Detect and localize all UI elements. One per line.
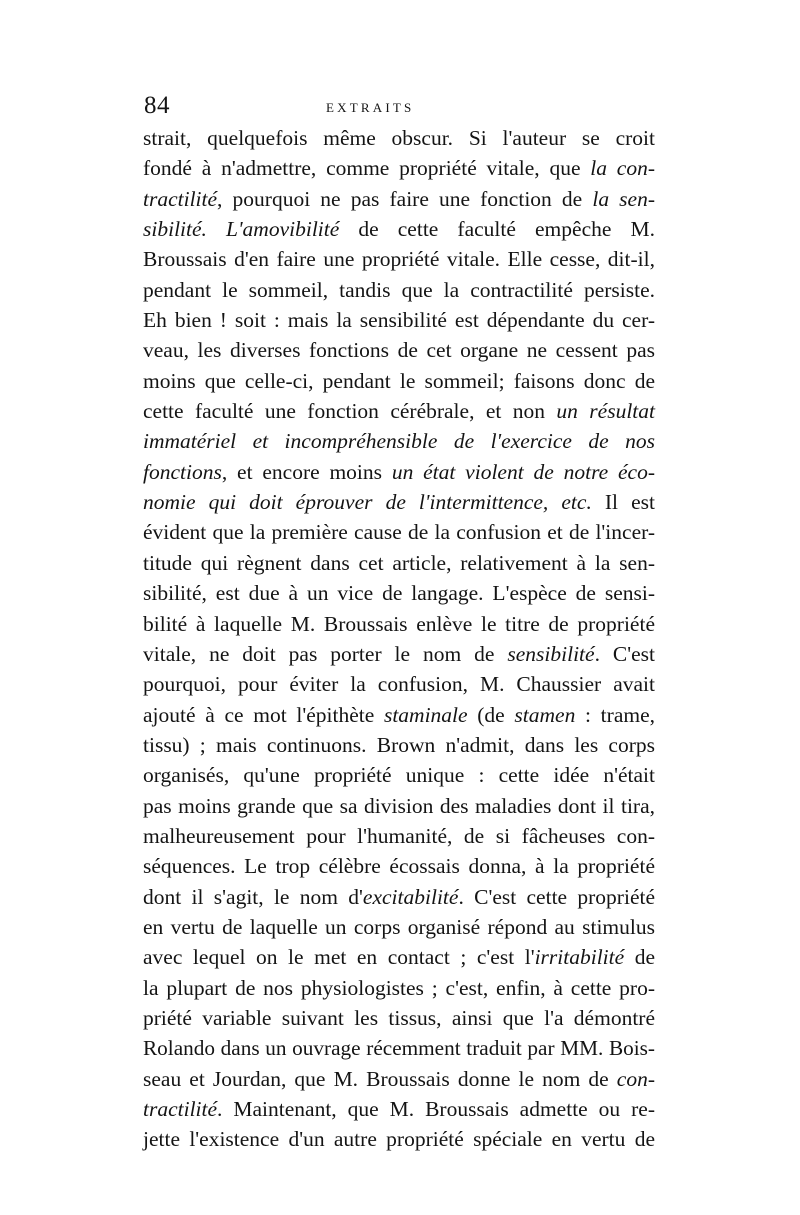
body-text <box>143 123 655 1155</box>
text-line <box>143 1124 655 1154</box>
text-run: malheureusement pour l'humanité, de si fâcheuses con- <box>143 823 655 848</box>
text-line <box>143 973 655 1003</box>
text-run: pendant le sommeil, tandis que la contractilité persiste. <box>143 277 655 302</box>
text-run: la plupart de nos physiologistes ; c'est, enfin, à cette pro- <box>143 975 655 1000</box>
text-run: pourquoi, pour éviter la confusion, M. Chaussier avait <box>143 672 655 697</box>
text-line <box>143 942 655 972</box>
text-run: Rolando dans un ouvrage récemment traduit par MM. Bois- <box>143 1036 655 1061</box>
italic-text-run: stamen <box>514 702 576 727</box>
page-header <box>144 92 664 122</box>
text-line <box>143 1094 655 1124</box>
text-run: sibilité, est due à un vice de langage. L'espèce de sensi- <box>143 581 655 606</box>
text-line <box>143 1003 655 1033</box>
text-run: cette faculté une fonction cérébrale, et non <box>143 399 557 424</box>
text-line <box>143 214 655 244</box>
text-line <box>143 305 655 335</box>
text-run: ajouté à ce mot l'épithète <box>143 702 384 727</box>
text-run: priété variable suivant les tissus, ainsi que l'a démontré <box>143 1005 655 1030</box>
text-line <box>143 426 655 456</box>
text-run: (de <box>467 702 515 727</box>
text-line <box>143 487 655 517</box>
text-run: bilité à laquelle M. Broussais enlève le titre de propriété <box>143 611 655 636</box>
italic-text-run: immatériel et incompréhensible de l'exercice de nos <box>143 429 655 454</box>
text-line <box>143 1064 655 1094</box>
text-run: moins que celle-ci, pendant le sommeil; faisons donc de <box>143 368 655 393</box>
text-line <box>143 335 655 365</box>
text-line <box>143 244 655 274</box>
italic-text-run: un résultat <box>556 399 655 424</box>
text-run: : trame, <box>575 702 655 727</box>
text-line <box>143 184 655 214</box>
text-run: évident que la première cause de la confusion et de l'incer- <box>143 520 655 545</box>
text-line <box>143 851 655 881</box>
text-run: vitale, ne doit pas porter le nom de <box>143 641 508 666</box>
text-run: organisés, qu'une propriété unique : cette idée n'était <box>143 763 655 788</box>
italic-text-run: staminale <box>383 702 468 727</box>
italic-text-run: nomie qui doit éprouver de l'intermittence, etc. <box>143 490 592 515</box>
text-run: dont il s'agit, le nom d' <box>143 884 363 909</box>
italic-text-run: sensibilité <box>507 641 595 666</box>
text-run: strait, quelquefois même obscur. Si l'auteur se croit <box>143 126 655 150</box>
running-head: EXTRAITS <box>326 100 415 115</box>
text-run: pas moins grande que sa division des maladies dont il tira, <box>143 793 655 818</box>
italic-text-run: tractilité <box>143 1097 218 1121</box>
text-line <box>143 275 655 305</box>
text-run: fondé à n'admettre, comme propriété vitale, que <box>143 156 591 181</box>
italic-text-run: la con- <box>590 156 655 181</box>
text-run: , et encore moins <box>221 459 392 484</box>
text-line <box>143 760 655 790</box>
italic-text-run: irritabilité <box>534 945 625 970</box>
text-line <box>143 578 655 608</box>
text-line <box>143 639 655 669</box>
text-run: Il est <box>591 490 655 515</box>
text-line <box>143 912 655 942</box>
text-run: jette l'existence d'un autre propriété spéciale en vertu de <box>143 1127 655 1152</box>
text-run: de <box>624 945 655 970</box>
text-line <box>143 882 655 912</box>
italic-text-run: excitabilité <box>362 884 459 909</box>
text-line <box>143 548 655 578</box>
text-run: . C'est cette propriété <box>458 884 656 909</box>
italic-text-run: fonctions <box>143 459 222 484</box>
text-run: . C'est <box>594 641 655 666</box>
text-run: veau, les diverses fonctions de cet organe ne cessent pas <box>143 338 655 363</box>
text-run: de cette faculté empêche M. <box>339 217 655 242</box>
text-line <box>143 821 655 851</box>
text-line <box>143 457 655 487</box>
text-run: séquences. Le trop célèbre écossais donna, à la propriété <box>143 854 655 879</box>
text-line <box>143 366 655 396</box>
italic-text-run: con- <box>616 1066 655 1091</box>
text-run: , pourquoi ne pas faire une fonction de <box>217 186 593 211</box>
text-run: en vertu de laquelle un corps organisé répond au stimulus <box>143 914 655 939</box>
text-run: titude qui règnent dans cet article, relativement à la sen- <box>143 550 655 575</box>
text-line <box>143 669 655 699</box>
text-run: Eh bien ! soit : mais la sensibilité est dépendante du cer- <box>143 308 655 333</box>
text-line <box>143 123 655 153</box>
text-run: avec lequel on le met en contact ; c'est l' <box>143 945 535 970</box>
text-line <box>143 153 655 183</box>
text-line <box>143 517 655 547</box>
italic-text-run: la sen- <box>592 186 656 211</box>
text-run: tissu) ; mais continuons. Brown n'admit, dans les corps <box>143 732 655 757</box>
text-run: . Maintenant, que M. Broussais admette ou re- <box>217 1097 655 1121</box>
text-run: Broussais d'en faire une propriété vitale. Elle cesse, dit-il, <box>143 247 655 272</box>
text-line <box>143 1033 655 1063</box>
text-line <box>143 730 655 760</box>
text-line <box>143 609 655 639</box>
italic-text-run: tractilité <box>143 186 218 211</box>
text-line <box>143 700 655 730</box>
text-line <box>143 791 655 821</box>
text-line <box>143 396 655 426</box>
italic-text-run: un état violent de notre éco- <box>391 459 655 484</box>
page-number: 84 <box>144 92 170 119</box>
text-run: seau et Jourdan, que M. Broussais donne le nom de <box>143 1066 617 1091</box>
italic-text-run: sibilité. L'amovibilité <box>143 217 340 242</box>
